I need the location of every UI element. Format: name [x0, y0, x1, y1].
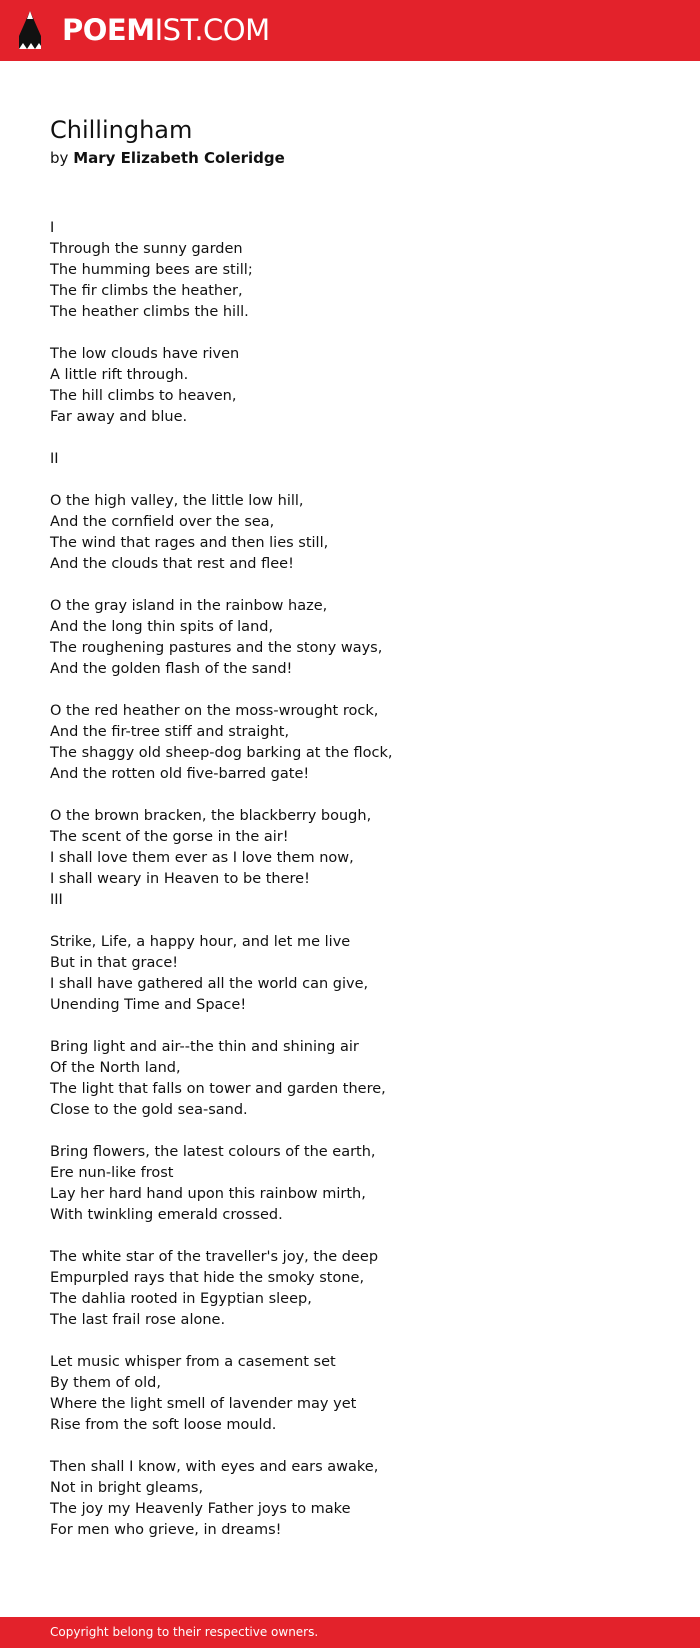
- poem-line: The humming bees are still;: [50, 262, 253, 278]
- poem-line: And the cornfield over the sea,: [50, 514, 275, 530]
- stanza-break: [50, 911, 650, 932]
- by-label: by: [50, 149, 69, 167]
- poem-line: Bring flowers, the latest colours of the earth,: [50, 1144, 376, 1160]
- poem-line: I shall weary in Heaven to be there!: [50, 871, 310, 887]
- poem-line: With twinkling emerald crossed.: [50, 1207, 283, 1223]
- poem-line: I: [50, 220, 55, 236]
- poem-line: And the fir-tree stiff and straight,: [50, 724, 290, 740]
- poem-line: III: [50, 892, 63, 908]
- poem-line: Not in bright gleams,: [50, 1480, 204, 1496]
- poem-line: The low clouds have riven: [50, 346, 240, 362]
- poem-line: Far away and blue.: [50, 409, 188, 425]
- site-logo-text[interactable]: [62, 12, 270, 48]
- poem-line: The scent of the gorse in the air!: [50, 829, 289, 845]
- poem-line: The shaggy old sheep-dog barking at the flock,: [50, 745, 393, 761]
- poem-line: Through the sunny garden: [50, 241, 243, 257]
- poem-heading: [50, 112, 650, 168]
- poem-line: The white star of the traveller's joy, the deep: [50, 1249, 379, 1265]
- poem-line: The heather climbs the hill.: [50, 304, 249, 320]
- poem-line: O the red heather on the moss-wrought rock,: [50, 703, 379, 719]
- poem-line: By them of old,: [50, 1375, 161, 1391]
- stanza-break: [50, 428, 650, 449]
- poem-line: And the clouds that rest and flee!: [50, 556, 294, 572]
- poem-line: A little rift through.: [50, 367, 189, 383]
- poem-line: The roughening pastures and the stony ways,: [50, 640, 383, 656]
- poem-line: And the golden flash of the sand!: [50, 661, 293, 677]
- brand-bold: POEM: [62, 13, 155, 47]
- pencil-tip-icon[interactable]: [18, 10, 42, 50]
- poem-line: O the gray island in the rainbow haze,: [50, 598, 328, 614]
- poem-line: Then shall I know, with eyes and ears awake,: [50, 1459, 379, 1475]
- poem-line: The fir climbs the heather,: [50, 283, 243, 299]
- poem-body: [50, 218, 650, 1541]
- stanza-break: [50, 575, 650, 596]
- poem-line: I shall have gathered all the world can give,: [50, 976, 369, 992]
- site-footer: [0, 1617, 700, 1648]
- stanza-break: [50, 1331, 650, 1352]
- poem-line: Rise from the soft loose mould.: [50, 1417, 277, 1433]
- poem-line: The joy my Heavenly Father joys to make: [50, 1501, 351, 1517]
- poem-line: Ere nun-like frost: [50, 1165, 174, 1181]
- poem-line: II: [50, 451, 59, 467]
- author-name: Mary Elizabeth Coleridge: [73, 149, 285, 167]
- poem-line: The dahlia rooted in Egyptian sleep,: [50, 1291, 312, 1307]
- poem-line: Bring light and air--the thin and shining air: [50, 1039, 359, 1055]
- poem-line: The hill climbs to heaven,: [50, 388, 237, 404]
- poem-line: For men who grieve, in dreams!: [50, 1522, 282, 1538]
- byline: [50, 148, 650, 168]
- brand-rest: IST.COM: [154, 13, 270, 47]
- poem-line: Strike, Life, a happy hour, and let me live: [50, 934, 351, 950]
- poem-line: And the long thin spits of land,: [50, 619, 274, 635]
- stanza-break: [50, 323, 650, 344]
- poem-line: And the rotten old five-barred gate!: [50, 766, 310, 782]
- poem-line: O the brown bracken, the blackberry bough,: [50, 808, 372, 824]
- poem-line: But in that grace!: [50, 955, 179, 971]
- poem-line: I shall love them ever as I love them now,: [50, 850, 354, 866]
- stanza-break: [50, 1226, 650, 1247]
- stanza-break: [50, 1121, 650, 1142]
- poem-line: Lay her hard hand upon this rainbow mirth,: [50, 1186, 366, 1202]
- poem-line: The wind that rages and then lies still,: [50, 535, 329, 551]
- stanza-break: [50, 1436, 650, 1457]
- poem-line: Empurpled rays that hide the smoky stone,: [50, 1270, 365, 1286]
- poem-line: Close to the gold sea-sand.: [50, 1102, 248, 1118]
- stanza-break: [50, 680, 650, 701]
- poem-line: Of the North land,: [50, 1060, 181, 1076]
- site-header: [0, 0, 700, 61]
- poem-line: Where the light smell of lavender may yet: [50, 1396, 357, 1412]
- poem-line: The last frail rose alone.: [50, 1312, 226, 1328]
- stanza-break: [50, 785, 650, 806]
- copyright-text: Copyright belong to their respective owners.: [50, 1625, 319, 1639]
- poem-line: O the high valley, the little low hill,: [50, 493, 304, 509]
- poem-line: The light that falls on tower and garden there,: [50, 1081, 386, 1097]
- stanza-break: [50, 1016, 650, 1037]
- poem-title: Chillingham: [50, 116, 193, 144]
- poem-line: Unending Time and Space!: [50, 997, 247, 1013]
- poem-line: Let music whisper from a casement set: [50, 1354, 336, 1370]
- stanza-break: [50, 470, 650, 491]
